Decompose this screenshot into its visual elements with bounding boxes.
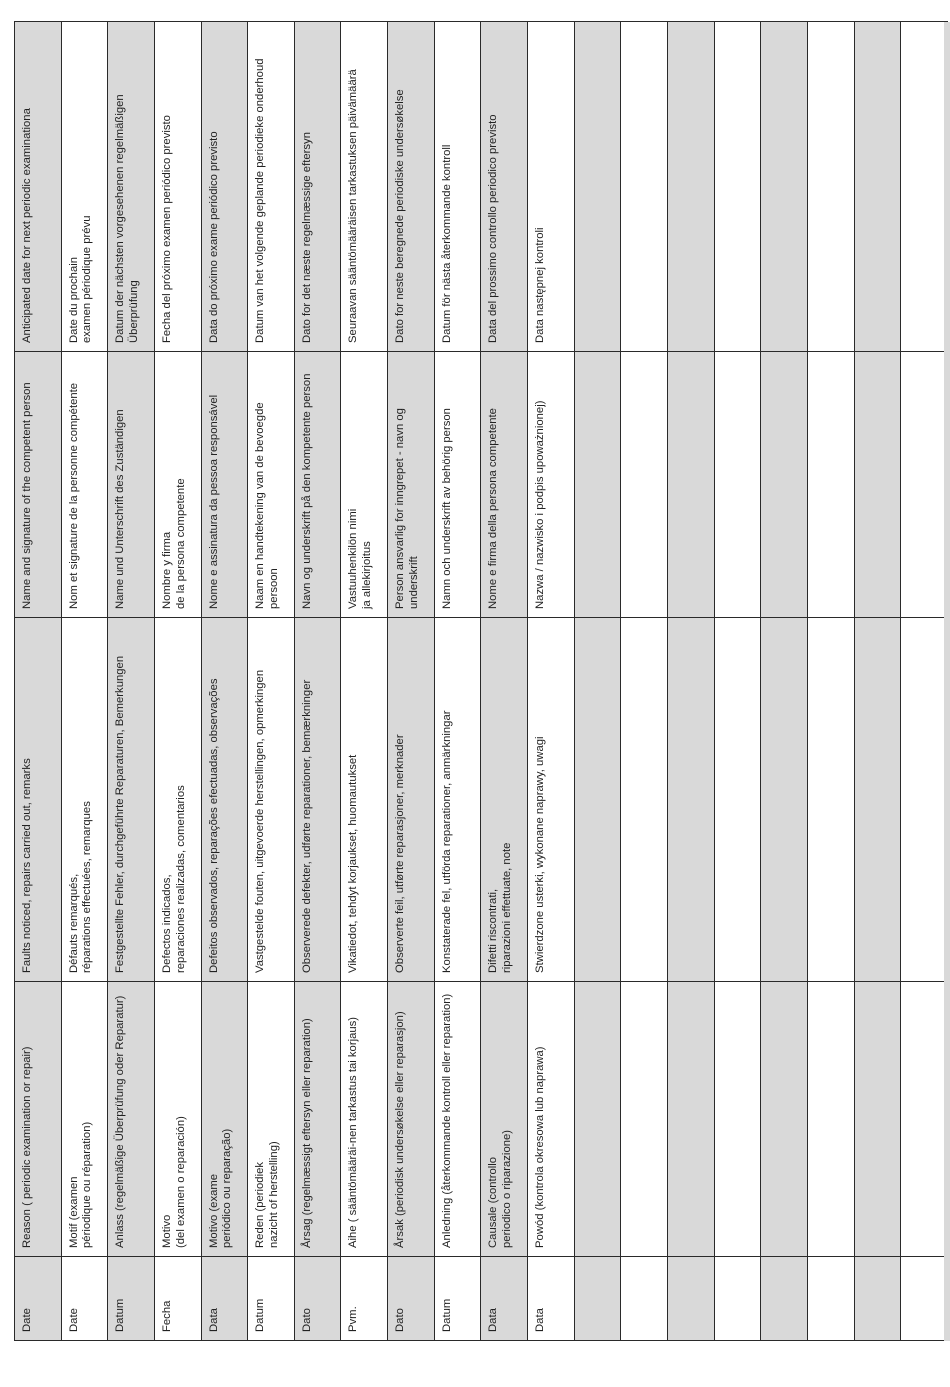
cell-faults bbox=[388, 618, 435, 982]
page-edge-strip bbox=[944, 22, 950, 1341]
cell-faults[interactable] bbox=[901, 618, 948, 982]
cell-text-date: Pvm. bbox=[347, 1306, 360, 1332]
cell-text-faults: Defeitos observados, reparações efectuadas, observações bbox=[207, 678, 220, 973]
cell-text-faults: Faults noticed, repairs carried out, remarks bbox=[21, 758, 33, 973]
cell-next[interactable] bbox=[854, 22, 901, 352]
cell-next[interactable] bbox=[621, 22, 668, 352]
cell-date[interactable] bbox=[761, 1257, 808, 1341]
cell-text-faults: Observerte feil, utførte reparasjoner, merknader bbox=[394, 734, 407, 973]
cell-date bbox=[154, 1257, 201, 1341]
blank-entry-row bbox=[854, 22, 901, 1341]
cell-reason bbox=[154, 982, 201, 1257]
blank-entry-row bbox=[667, 22, 714, 1341]
cell-text-next: Data następnej kontroli bbox=[534, 227, 547, 343]
cell-next bbox=[294, 22, 341, 352]
cell-reason bbox=[294, 982, 341, 1257]
cell-text-name: Vastuuhenkilön nimi ja allekirjoitus bbox=[347, 508, 374, 609]
cell-text-reason: Powód (kontrola okresowa lub naprawa) bbox=[534, 1046, 547, 1248]
cell-faults bbox=[15, 618, 62, 982]
inspection-log-table bbox=[14, 21, 948, 1341]
cell-name bbox=[341, 352, 388, 618]
cell-name bbox=[388, 352, 435, 618]
cell-text-reason: Causale (controllo periodico o riparazione) bbox=[487, 1129, 514, 1248]
language-row bbox=[248, 22, 295, 1341]
cell-reason[interactable] bbox=[714, 982, 761, 1257]
cell-faults bbox=[341, 618, 388, 982]
cell-faults[interactable] bbox=[854, 618, 901, 982]
cell-text-faults: Festgestellte Fehler, durchgeführte Reparaturen, Bemerkungen bbox=[114, 655, 127, 973]
cell-faults[interactable] bbox=[574, 618, 621, 982]
blank-entry-row bbox=[761, 22, 808, 1341]
cell-date[interactable] bbox=[807, 1257, 854, 1341]
cell-text-name: Nom et signature de la personne compétente bbox=[67, 382, 80, 609]
cell-text-date: Datum bbox=[114, 1298, 127, 1332]
cell-text-faults: Vikatiedot, tehdyt korjaukset, huomautukset bbox=[347, 754, 360, 973]
inspection-log-sheet bbox=[14, 22, 948, 1341]
cell-text-date: Datum bbox=[440, 1298, 453, 1332]
blank-entry-row bbox=[574, 22, 621, 1341]
cell-text-name: Person ansvarlig for inngrepet - navn og underskrift bbox=[394, 408, 420, 609]
cell-name bbox=[61, 352, 108, 618]
cell-reason bbox=[481, 982, 528, 1257]
cell-date[interactable] bbox=[901, 1257, 948, 1341]
cell-faults[interactable] bbox=[714, 618, 761, 982]
cell-date bbox=[434, 1257, 481, 1341]
cell-name bbox=[434, 352, 481, 618]
cell-next bbox=[341, 22, 388, 352]
cell-reason bbox=[388, 982, 435, 1257]
cell-faults bbox=[294, 618, 341, 982]
cell-reason bbox=[15, 982, 62, 1257]
cell-text-next: Fecha del próximo examen periódico previsto bbox=[160, 115, 173, 343]
cell-faults bbox=[61, 618, 108, 982]
cell-date bbox=[15, 1257, 62, 1341]
cell-reason[interactable] bbox=[621, 982, 668, 1257]
cell-text-next: Date du prochain examen périodique prévu bbox=[67, 215, 94, 343]
cell-faults bbox=[201, 618, 248, 982]
cell-next[interactable] bbox=[807, 22, 854, 352]
cell-text-reason: Anledning (återkommande kontroll eller reparation) bbox=[440, 993, 453, 1248]
cell-name bbox=[108, 352, 155, 618]
cell-date[interactable] bbox=[714, 1257, 761, 1341]
cell-text-next: Dato for neste beregnede periodiske undersøkelse bbox=[394, 89, 407, 343]
cell-reason bbox=[248, 982, 295, 1257]
cell-next bbox=[201, 22, 248, 352]
cell-next bbox=[61, 22, 108, 352]
inspection-log-body bbox=[15, 22, 948, 1341]
cell-name[interactable] bbox=[901, 352, 948, 618]
cell-name[interactable] bbox=[667, 352, 714, 618]
cell-reason[interactable] bbox=[667, 982, 714, 1257]
cell-next bbox=[154, 22, 201, 352]
cell-faults bbox=[481, 618, 528, 982]
cell-reason bbox=[341, 982, 388, 1257]
cell-text-reason: Anlass (regelmäßige Überprüfung oder Reparatur) bbox=[114, 995, 127, 1248]
cell-name bbox=[154, 352, 201, 618]
cell-text-faults: Observerede defekter, udførte reparationer, bemærkninger bbox=[300, 679, 313, 973]
cell-date[interactable] bbox=[621, 1257, 668, 1341]
cell-date bbox=[248, 1257, 295, 1341]
cell-date bbox=[201, 1257, 248, 1341]
cell-date bbox=[341, 1257, 388, 1341]
cell-date[interactable] bbox=[854, 1257, 901, 1341]
cell-text-faults: Konstaterade fel, utförda reparationer, anmärkningar bbox=[440, 710, 453, 973]
cell-text-faults: Vastgestelde fouten, uitgevoerde herstellingen, opmerkingen bbox=[254, 669, 267, 973]
cell-text-faults: Defectos indicados, reparaciones realizadas, comentarios bbox=[160, 785, 187, 973]
cell-text-reason: Årsak (periodisk undersøkelse eller reparasjon) bbox=[394, 1011, 407, 1248]
cell-text-date: Datum bbox=[254, 1298, 267, 1332]
cell-date[interactable] bbox=[667, 1257, 714, 1341]
cell-reason[interactable] bbox=[901, 982, 948, 1257]
cell-text-name: Namn och underskrift av behörig person bbox=[440, 408, 453, 609]
cell-next[interactable] bbox=[714, 22, 761, 352]
cell-faults[interactable] bbox=[667, 618, 714, 982]
cell-text-reason: Reden (periodiek nazicht of herstelling) bbox=[254, 1141, 280, 1248]
cell-next bbox=[15, 22, 62, 352]
cell-date bbox=[388, 1257, 435, 1341]
cell-reason[interactable] bbox=[761, 982, 808, 1257]
cell-next bbox=[108, 22, 155, 352]
cell-next bbox=[528, 22, 575, 352]
cell-text-name: Nazwa / nazwisko i podpis upoważnionej) bbox=[534, 400, 547, 609]
cell-text-date: Data bbox=[207, 1308, 220, 1332]
cell-name bbox=[201, 352, 248, 618]
header-row bbox=[15, 22, 62, 1341]
cell-text-next: Dato for det næste regelmæssige eftersyn bbox=[300, 132, 313, 343]
blank-entry-row bbox=[714, 22, 761, 1341]
cell-text-name: Nombre y firma de la persona competente bbox=[160, 478, 187, 609]
rotated-table-wrapper bbox=[14, 22, 948, 1341]
language-row bbox=[294, 22, 341, 1341]
language-row bbox=[388, 22, 435, 1341]
cell-faults bbox=[248, 618, 295, 982]
language-row bbox=[154, 22, 201, 1341]
cell-name bbox=[248, 352, 295, 618]
cell-text-name: Navn og underskrift på den kompetente person bbox=[300, 373, 313, 609]
cell-text-reason: Reason ( periodic examination or repair) bbox=[21, 1046, 33, 1248]
cell-faults bbox=[154, 618, 201, 982]
cell-reason bbox=[61, 982, 108, 1257]
cell-faults[interactable] bbox=[807, 618, 854, 982]
language-row bbox=[61, 22, 108, 1341]
cell-text-date: Dato bbox=[300, 1308, 313, 1332]
cell-text-next: Anticipated date for next periodic examinationa bbox=[21, 108, 33, 343]
cell-text-reason: Motivo (exame periódico ou reparação) bbox=[207, 1128, 234, 1248]
cell-text-reason: Aihe ( sääntömääräi-nen tarkastus tai korjaus) bbox=[347, 1016, 360, 1248]
cell-text-name: Nome e assinatura da pessoa responsável bbox=[207, 394, 220, 609]
cell-next[interactable] bbox=[667, 22, 714, 352]
language-row bbox=[528, 22, 575, 1341]
cell-faults bbox=[528, 618, 575, 982]
cell-date bbox=[481, 1257, 528, 1341]
cell-next[interactable] bbox=[761, 22, 808, 352]
cell-name[interactable] bbox=[761, 352, 808, 618]
cell-text-reason: Motif (examen périodique ou réparation) bbox=[67, 1121, 94, 1248]
cell-faults[interactable] bbox=[621, 618, 668, 982]
cell-name[interactable] bbox=[854, 352, 901, 618]
cell-next bbox=[434, 22, 481, 352]
cell-faults bbox=[108, 618, 155, 982]
cell-reason[interactable] bbox=[574, 982, 621, 1257]
cell-text-reason: Motivo (del examen o reparación) bbox=[160, 1116, 187, 1248]
language-row bbox=[481, 22, 528, 1341]
cell-text-date: Date bbox=[21, 1308, 33, 1332]
cell-reason bbox=[108, 982, 155, 1257]
cell-text-reason: Årsag (regelmæssigt eftersyn eller reparation) bbox=[300, 1018, 313, 1248]
cell-text-name: Name und Unterschrift des Zuständigen bbox=[114, 409, 127, 609]
cell-text-name: Naam en handtekening van de bevoegde persoon bbox=[254, 402, 280, 609]
cell-reason[interactable] bbox=[854, 982, 901, 1257]
language-row bbox=[201, 22, 248, 1341]
cell-date bbox=[294, 1257, 341, 1341]
cell-name[interactable] bbox=[807, 352, 854, 618]
cell-reason bbox=[201, 982, 248, 1257]
cell-date bbox=[108, 1257, 155, 1341]
cell-name[interactable] bbox=[574, 352, 621, 618]
cell-text-date: Data bbox=[487, 1308, 500, 1332]
cell-date bbox=[528, 1257, 575, 1341]
cell-text-next: Data do próximo exame periódico previsto bbox=[207, 131, 220, 343]
cell-name bbox=[528, 352, 575, 618]
cell-text-date: Fecha bbox=[160, 1300, 173, 1332]
language-row bbox=[108, 22, 155, 1341]
cell-reason bbox=[528, 982, 575, 1257]
cell-text-next: Seuraavan sääntömääräisen tarkastuksen päivämäärä bbox=[347, 69, 360, 343]
cell-name[interactable] bbox=[714, 352, 761, 618]
cell-name bbox=[294, 352, 341, 618]
blank-entry-row bbox=[901, 22, 948, 1341]
language-row bbox=[434, 22, 481, 1341]
cell-text-next: Datum van het volgende geplande periodieke onderhoud bbox=[254, 58, 267, 343]
cell-next[interactable] bbox=[574, 22, 621, 352]
cell-text-name: Name and signature of the competent person bbox=[21, 382, 33, 609]
cell-text-date: Dato bbox=[394, 1308, 407, 1332]
cell-text-next: Datum der nächsten vorgesehenen regelmäßigen Überprüfung bbox=[114, 94, 141, 343]
cell-text-date: Date bbox=[67, 1308, 80, 1332]
cell-text-faults: Difetti riscontrati, riparazioni effettuate, note bbox=[487, 842, 514, 973]
cell-next bbox=[481, 22, 528, 352]
cell-faults bbox=[434, 618, 481, 982]
cell-text-next: Datum för nästa återkommande kontroll bbox=[440, 144, 453, 343]
cell-date[interactable] bbox=[574, 1257, 621, 1341]
cell-text-faults: Défauts remarqués, réparations effectuées, remarques bbox=[67, 801, 94, 973]
cell-reason bbox=[434, 982, 481, 1257]
cell-name bbox=[15, 352, 62, 618]
blank-entry-row bbox=[621, 22, 668, 1341]
cell-text-name: Nome e firma della persona competente bbox=[487, 408, 500, 609]
cell-next bbox=[248, 22, 295, 352]
cell-text-date: Data bbox=[534, 1308, 547, 1332]
language-row bbox=[341, 22, 388, 1341]
cell-next bbox=[388, 22, 435, 352]
blank-entry-row bbox=[807, 22, 854, 1341]
cell-name[interactable] bbox=[621, 352, 668, 618]
cell-reason[interactable] bbox=[807, 982, 854, 1257]
cell-name bbox=[481, 352, 528, 618]
cell-next[interactable] bbox=[901, 22, 948, 352]
cell-faults[interactable] bbox=[761, 618, 808, 982]
cell-text-next: Data del prossimo controllo periodico previsto bbox=[487, 114, 500, 343]
cell-text-faults: Stwierdzone usterki, wykonane naprawy, uwagi bbox=[534, 736, 547, 973]
cell-date bbox=[61, 1257, 108, 1341]
